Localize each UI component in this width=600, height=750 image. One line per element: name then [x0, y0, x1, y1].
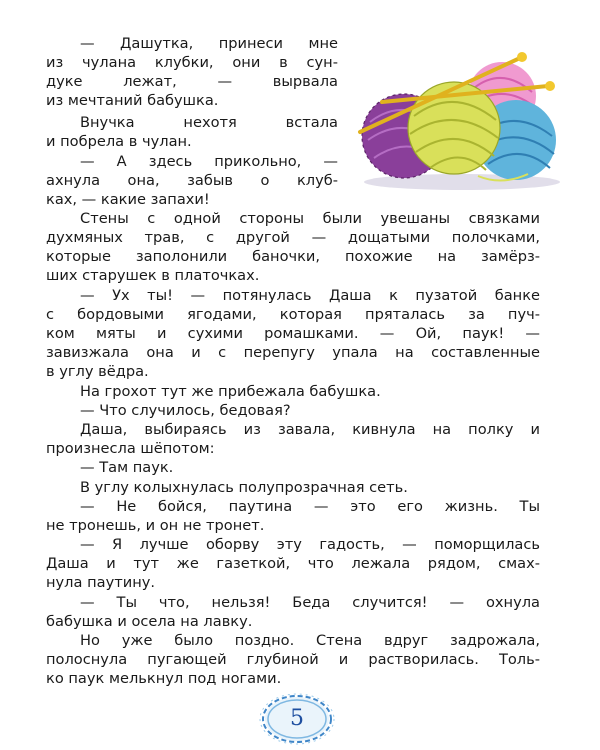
page-number: 5 [290, 706, 304, 731]
text-line: не тронешь, и он не тронет. [46, 517, 265, 534]
text-line: из мечтаний бабушка. [46, 92, 219, 109]
text-line: бабушка и осела на лавку. [46, 613, 253, 630]
text-line: Но уже было поздно. Стена вдруг задрожала, [80, 632, 540, 649]
text-line: с бордовыми ягодами, которая пряталась за пуч- [46, 306, 540, 323]
text-line: В углу колыхнулась полупрозрачная сеть. [80, 479, 408, 496]
text-line: — Не бойся, паутина — это его жизнь. Ты [80, 498, 540, 515]
text-line: нула паутину. [46, 574, 156, 591]
text-line: — Что случилось, бедовая? [80, 402, 291, 419]
yarn-balls-with-knitting-needles-icon [352, 36, 572, 196]
text-line: Даша и тут же газеткой, что лежала рядом, смах- [46, 555, 540, 572]
text-line: из чулана клубки, они в сун- [46, 54, 338, 71]
text-line: Внучка нехотя встала [80, 114, 338, 131]
text-line: которые заполонили баночки, похожие на замёрз- [46, 248, 540, 265]
text-line: полоснула пугающей глубиной и растворилась. Толь- [46, 651, 540, 668]
text-line: дуке лежат, — вырвала [46, 73, 338, 90]
text-line: завизжала она и с перепугу упала на составленные [46, 344, 540, 361]
text-line: На грохот тут же прибежала бабушка. [80, 383, 381, 400]
text-line: ком мяты и сухими ромашками. — Ой, паук! — [46, 325, 540, 342]
text-line: произнесла шёпотом: [46, 440, 215, 457]
text-line: ках, — какие запахи! [46, 191, 210, 208]
text-line: Даша, выбираясь из завала, кивнула на полку и [80, 421, 540, 438]
text-line: Стены с одной стороны были увешаны связками [80, 210, 540, 227]
text-line: духмяных трав, с другой — дощатыми полочками, [46, 229, 540, 246]
text-line: ших старушек в платочках. [46, 267, 260, 284]
text-line: — Я лучше оборву эту гадость, — поморщилась [80, 536, 540, 553]
text-line: ахнула она, забыв о клуб- [46, 172, 338, 189]
text-line: ко паук мелькнул под ногами. [46, 670, 282, 687]
text-line: — Дашутка, принеси мне [80, 35, 338, 52]
text-line: — Ух ты! — потянулась Даша к пузатой банке [80, 287, 540, 304]
text-line: — Ты что, нельзя! Беда случится! — охнула [80, 594, 540, 611]
text-line: — А здесь прикольно, — [80, 153, 338, 170]
text-line: — Там паук. [80, 459, 174, 476]
text-line: в углу вёдра. [46, 363, 149, 380]
text-line: и побрела в чулан. [46, 133, 192, 150]
